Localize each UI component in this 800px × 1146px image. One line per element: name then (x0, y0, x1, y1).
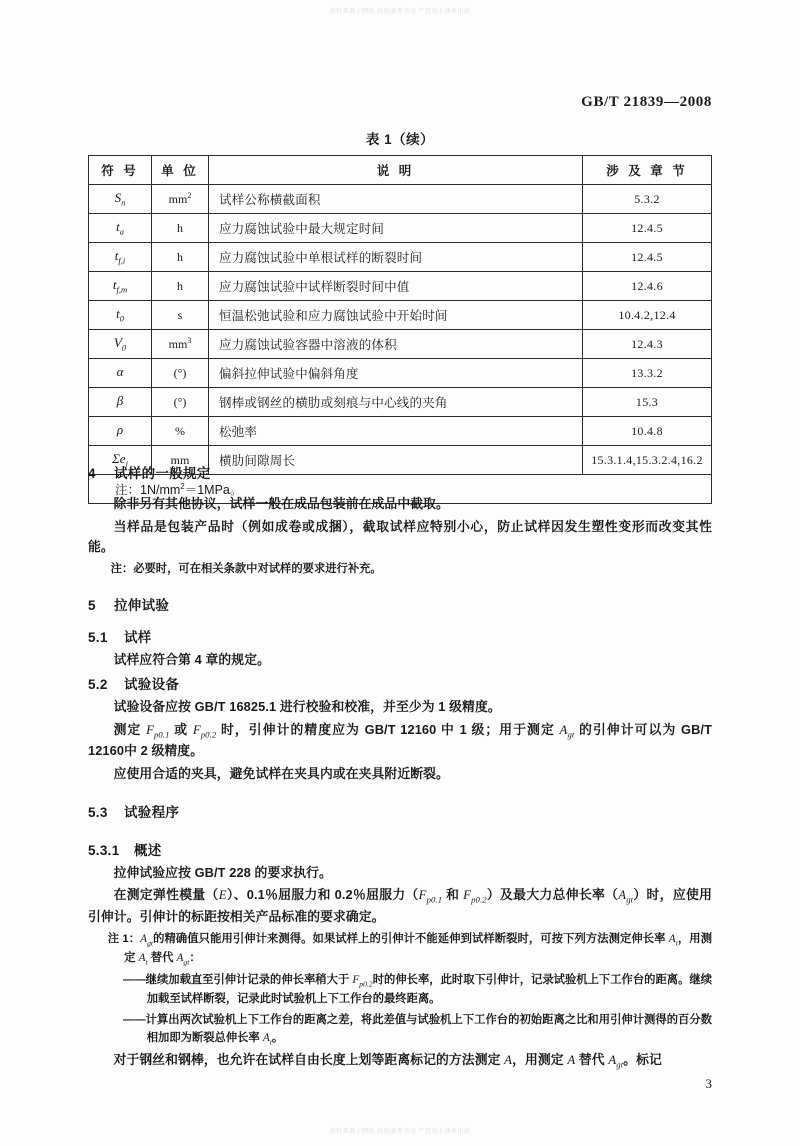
cell-description: 偏斜拉伸试验中偏斜角度 (209, 359, 583, 388)
cell-unit: h (152, 243, 209, 272)
paragraph-s531-1: 拉伸试验应按 GB/T 228 的要求执行。 (113, 864, 332, 880)
cell-reference: 12.4.6 (583, 272, 712, 301)
cell-unit: (°) (152, 359, 209, 388)
watermark-top: 资料来源于网络 仅供参考学习 严禁用于商业用途 (329, 9, 471, 15)
page-number: 3 (705, 1076, 712, 1091)
cell-description: 应力腐蚀试验中单根试样的断裂时间 (209, 243, 583, 272)
cell-reference: 12.4.5 (583, 214, 712, 243)
table-row (89, 330, 712, 359)
document-body (88, 462, 712, 1074)
heading-number: 5.3 (88, 804, 108, 820)
paragraph-s52-2: 测定 $F_{p0.1}$ 或 $F_{p0.2}$ 时，引伸计的精度应为 GB/T 12160 中 1 级；用于测定 $A_{gt}$ 的引伸计可以为 GB/T 12160中 2 级精度。 (88, 721, 712, 759)
watermark-bottom: 资料来源于网络 仅供参考学习 严禁用于商业用途 (329, 1129, 471, 1135)
cell-unit: % (152, 417, 209, 446)
cell-reference: 10.4.2,12.4 (583, 301, 712, 330)
cell-description: 钢棒或钢丝的横肋或刻痕与中心线的夹角 (209, 388, 583, 417)
paragraph-s52-3: 应使用合适的夹具，避免试样在夹具内或在夹具附近断裂。 (113, 766, 449, 782)
heading-text: 试样的一般规定 (114, 466, 211, 481)
cell-reference: 12.4.5 (583, 243, 712, 272)
cell-symbol: α (89, 359, 152, 388)
cell-description: 应力腐蚀试验容器中溶液的体积 (209, 330, 583, 359)
list-item-dash-2: ——计算出两次试验机上下工作台的距离之差，将此差值与试验机上下工作台的初始距离之比和用引伸计测得的百分数相加即为断裂总伸长率 $A_t$。 (123, 1013, 712, 1046)
cell-description: 松弛率 (209, 417, 583, 446)
table-header-row (89, 156, 712, 185)
cell-unit: (°) (152, 388, 209, 417)
heading-text: 试验设备 (124, 676, 180, 692)
paragraph-s52-1: 试验设备应按 GB/T 16825.1 进行校验和校准，并至少为 1 级精度。 (113, 698, 501, 714)
cell-unit: h (152, 272, 209, 301)
paragraph-s4-2: 当样品是包装产品时（例如成卷或成捆），截取试样应特别小心，防止试样因发生塑性变形而改变其性能。 (88, 518, 712, 555)
cell-unit: h (152, 214, 209, 243)
list-item-dash-1: ——继续加载直至引伸计记录的伸长率稍大于 $F_{p0.2}$时的伸长率，此时取下引伸计，记录试验机上下工作台的距离。继续加载至试样断裂，记录此时试验机上下工作台的最终距离。 (123, 973, 712, 1006)
heading-section-5-3-1 (88, 839, 712, 859)
table-row (89, 417, 712, 446)
cell-reference: 15.3 (583, 388, 712, 417)
cell-reference: 12.4.3 (583, 330, 712, 359)
paragraph-s531-2: 在测定弹性模量（E）、0.1％屈服力和 0.2％屈服力（$F_{p0.1}$ 和 $F_{p0.2}$）及最大力总伸长率$(A_{gt})$时，应使用引伸计。引伸计的标距按相关产品标准的要求确定。 (88, 887, 712, 925)
cell-reference: 15.3.1.4,15.3.2.4,16.2 (583, 446, 712, 475)
cell-symbol: $t_{f,m}$ (89, 272, 152, 301)
cell-symbol: ρ (89, 417, 152, 446)
note1-s531: 注 1：$A_{gt}$的精确值只能用引伸计来测得。如果试样上的引伸计不能延伸到试样断裂时，可按下列方法测定伸长率 $A_t$，用测定 $A_t$ 替代 $A_{gt}$： (107, 932, 712, 967)
paragraph-s531-3: 对于钢丝和钢棒，也允许在试样自由长度上划等距离标记的方法测定 A，用测定 A 替代 $A_{gt}$。标记 (113, 1052, 662, 1070)
table-row (89, 272, 712, 301)
heading-number: 5.3.1 (88, 842, 120, 858)
cell-symbol: $t_a$ (89, 214, 152, 243)
cell-reference: 13.3.2 (583, 359, 712, 388)
cell-symbol: $V_0$ (89, 330, 152, 359)
table-body (89, 185, 712, 504)
heading-number: 5 (88, 598, 96, 614)
column-header-reference: 涉 及 章 节 (583, 156, 712, 185)
table-row (89, 185, 712, 214)
cell-unit: s (152, 301, 209, 330)
cell-symbol: β (89, 388, 152, 417)
cell-symbol: $S_n$ (89, 185, 152, 214)
heading-text: 概述 (134, 842, 162, 858)
cell-reference: 10.4.8 (583, 417, 712, 446)
heading-text: 拉伸试验 (114, 598, 170, 614)
heading-section-5-2 (88, 673, 712, 693)
heading-text: 试验程序 (124, 804, 180, 820)
cell-symbol: $t_0$ (89, 301, 152, 330)
heading-number: 5.2 (88, 676, 108, 692)
heading-text: 试样 (124, 630, 152, 646)
heading-number: 5.1 (88, 630, 108, 646)
table-row (89, 214, 712, 243)
symbols-table-wrapper (88, 155, 712, 504)
cell-description: 应力腐蚀试验中试样断裂时间中值 (209, 272, 583, 301)
table-title: 表 1（续） (365, 132, 435, 147)
table-row (89, 388, 712, 417)
column-header-symbol: 符 号 (89, 156, 152, 185)
note-s4: 注：必要时，可在相关条款中对试样的要求进行补充。 (110, 563, 382, 576)
paragraph-s4-1: 除非另有其他协议，试样一般在成品包装前在成品中截取。 (113, 496, 449, 511)
cell-unit: $mm^2$ (152, 185, 209, 214)
heading-section-5-3 (88, 801, 712, 821)
cell-description: 恒温松弛试验和应力腐蚀试验中开始时间 (209, 301, 583, 330)
cell-unit: mm (152, 446, 209, 475)
paragraph-s51-1: 试样应符合第 4 章的规定。 (113, 652, 270, 668)
cell-reference: 5.3.2 (583, 185, 712, 214)
column-header-description: 说 明 (209, 156, 583, 185)
cell-description: 试样公称横截面积 (209, 185, 583, 214)
cell-symbol: $\Sigma e_i$ (89, 446, 152, 475)
symbols-table (88, 155, 712, 504)
table-note-cell: 注：$1N/mm^2=1MPa$。 (89, 475, 712, 504)
standard-number-header: GB/T 21839—2008 (581, 94, 712, 110)
table-row (89, 243, 712, 272)
table-row (89, 301, 712, 330)
heading-section-4 (88, 462, 712, 482)
heading-number: 4 (88, 466, 96, 481)
heading-section-5-1 (88, 626, 712, 646)
cell-description: 应力腐蚀试验中最大规定时间 (209, 214, 583, 243)
table-row (89, 359, 712, 388)
cell-unit: $mm^3$ (152, 330, 209, 359)
column-header-unit: 单 位 (152, 156, 209, 185)
heading-section-5 (88, 594, 712, 614)
cell-symbol: $t_{f,i}$ (89, 243, 152, 272)
cell-description: 横肋间隙周长 (209, 446, 583, 475)
